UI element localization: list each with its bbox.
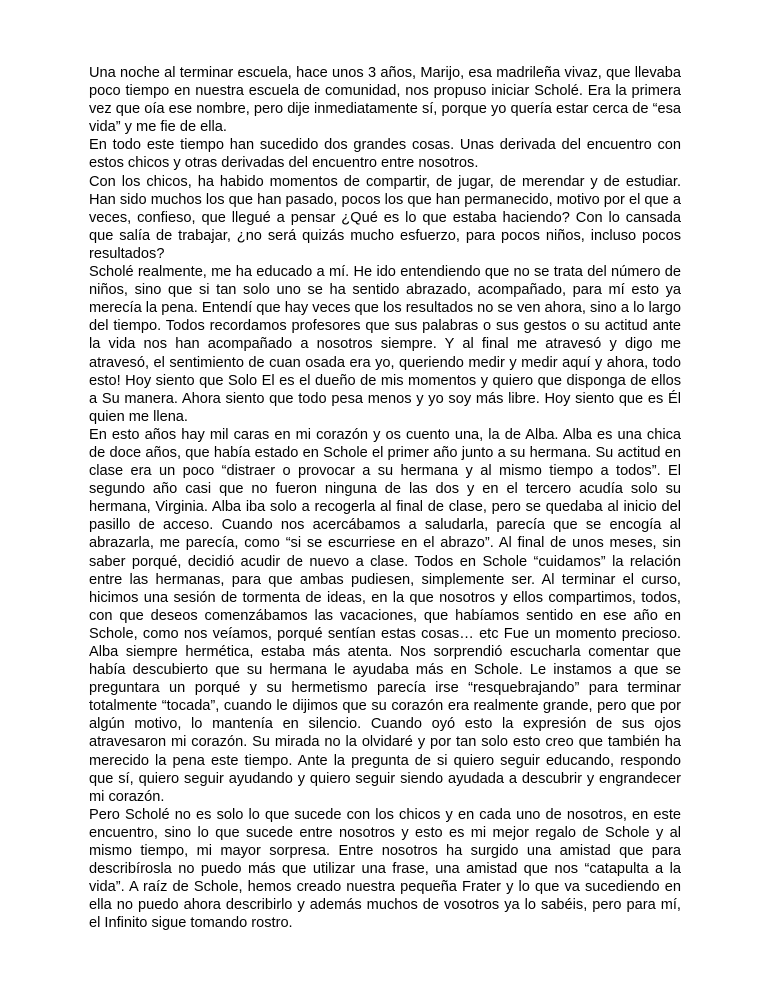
paragraph-with-kids: Con los chicos, ha habido momentos de compartir, de jugar, de merendar y de estudiar. Han sido muchos los que han pasado, pocos los que han permanecido, motivo por el que a veces, confieso, que llegué a pensar ¿Qué es lo que estaba haciendo? Con lo cansada que salía de trabajar, ¿no será quizás mucho esfuerzo, para pocos niños, incluso pocos resultados? <box>89 173 681 262</box>
paragraph-two-things: En todo este tiempo han sucedido dos grandes cosas. Unas derivada del encuentro con estos chicos y otras derivadas del encuentro entre nosotros. <box>89 137 681 172</box>
paragraph-invitation: Una noche al terminar escuela, hace unos 3 años, Marijo, esa madrileña vivaz, que llevaba poco tiempo en nuestra escuela de comunidad, nos propuso iniciar Scholé. Era la primera vez que oía ese nombre, pero dije inmediatamente sí, porque yo quería estar cerca de “esa vida” y me fie de ella. <box>89 65 681 136</box>
paragraph-friendship: Pero Scholé no es solo lo que sucede con los chicos y en cada uno de nosotros, en este encuentro, sino lo que sucede entre nosotros y esto es mi mejor regalo de Schole y al mismo tiempo, mi mayor sorpresa. Entre nosotros ha surgido una amistad que para describírosla no puedo más que utilizar una frase, una amistad que nos “catapulta a la vida”. A raíz de Schole, hemos creado nuestra pequeña Frater y lo que va sucediendo en ella no puedo ahora describirlo y además muchos de vosotros ya lo sabéis, pero para mí, el Infinito sigue tomando rostro. <box>89 806 681 932</box>
paragraph-alba-story: En esto años hay mil caras en mi corazón y os cuento una, la de Alba. Alba es una chica de doce años, que había estado en Schole el primer año junto a su hermana. Su actitud en clase era un poco “distraer o provocar a su hermana y al mismo tiempo a todos”. El segundo año casi que no fueron ninguna de las dos y en el tercero acudía solo su hermana, Virginia. Alba iba solo a recogerla al final de clase, pero se quedaba al inicio del pasillo de acceso. Cuando nos acercábamos a saludarla, parecía que se encogía al abrazarla, me parecía, como “si se escurriese en el abrazo”. Al final de unos meses, sin saber porqué, decidió acudir de nuevo a clase. Todos en Schole “cuidamos” la relación entre las hermanas, para que ambas pudiesen, simplemente ser. Al terminar el curso, hicimos una sesión de tormenta de ideas, en la que nosotros y ellos compartimos, todos, con que deseos comenzábamos las vacaciones, que habíamos sentido en ese año en Schole, como nos veíamos, porqué sentían estas cosas… etc Fue un momento precioso. Alba siempre hermética, estaba más atenta. Nos sorprendió escucharla comentar que había descubierto que su hermana le ayudaba más en Schole. Le instamos a que se preguntara un porqué y su hermetismo parecía irse “resquebrajando” para terminar totalmente “tocada”, cuando le dijimos que su corazón era realmente grande, pero que por algún motivo, lo mantenía en silencio. Cuando oyó esto la expresión de sus ojos atravesaron mi corazón. Su mirada no la olvidaré y por tan solo esto creo que también ha merecido la pena este tiempo. Ante la pregunta de si quiero seguir educando, respondo que sí, quiero seguir ayudando y quiero seguir siendo ayudada a descubrir y engrandecer mi corazón. <box>89 426 681 805</box>
document-page <box>89 64 681 933</box>
paragraph-schole-educated-me: Scholé realmente, me ha educado a mí. He ido entendiendo que no se trata del número de niños, sino que si tan solo uno se ha sentido abrazado, acompañado, para mí esto ya merecía la pena. Entendí que hay veces que los resultados no se ven ahora, sino a lo largo del tiempo. Todos recordamos profesores que sus palabras o sus gestos o su actitud ante la vida nos han acompañado a nosotros siempre. Y al final me atravesó y digo me atravesó, el sentimiento de cuan osada era yo, queriendo medir y medir aquí y ahora, todo esto! Hoy siento que Solo El es el dueño de mis momentos y quiero que disponga de ellos a Su manera. Ahora siento que todo pesa menos y yo soy más libre. Hoy siento que es Él quien me llena. <box>89 264 681 425</box>
